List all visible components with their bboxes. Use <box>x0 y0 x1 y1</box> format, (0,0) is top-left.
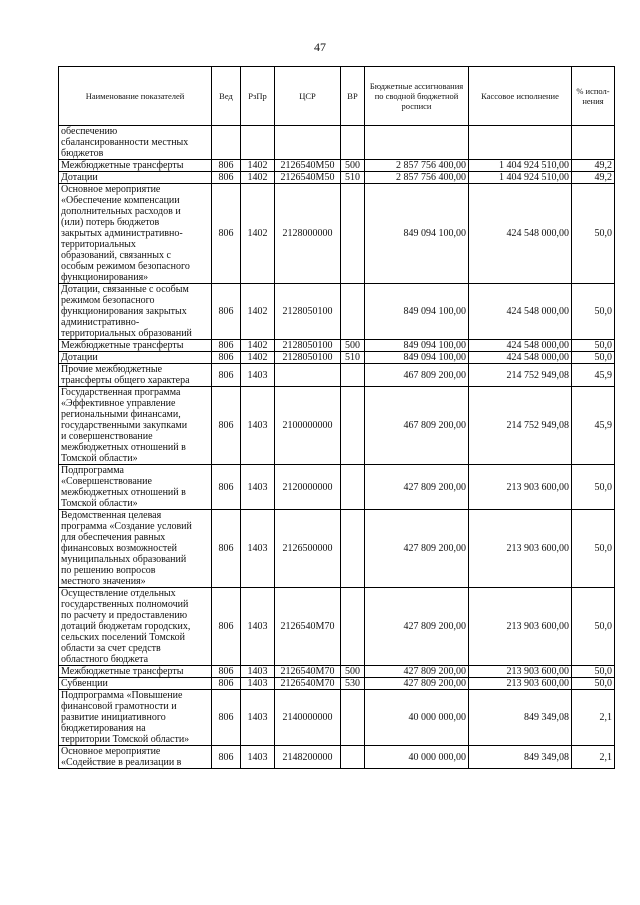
table-row <box>59 126 615 160</box>
cell-vr <box>341 184 365 284</box>
cell-vr <box>341 364 365 387</box>
cell-name: Основное мероприятие «Содействие в реализации в <box>59 746 212 769</box>
cell-name: Осуществление отдельных государственных полномочий по расчету и предоставлению дотаций бюджетам городских, сельских поселений Томской области за счет средств областного бюджета <box>59 588 212 666</box>
cell-name: Ведомственная целевая программа «Создание условий для обеспечения равных финансовых возможностей муниципальных образований по решению вопросов местного значения» <box>59 510 212 588</box>
cell-csr: 2128050100 <box>275 352 341 364</box>
cell-name: Прочие межбюджетные трансферты общего характера <box>59 364 212 387</box>
cell-plan: 849 094 100,00 <box>365 284 469 340</box>
cell-ved: 806 <box>212 666 241 678</box>
cell-fact: 424 548 000,00 <box>469 340 572 352</box>
cell-rzpr: 1402 <box>241 160 275 172</box>
cell-ved: 806 <box>212 364 241 387</box>
header-vr: ВР <box>341 67 365 126</box>
cell-fact: 214 752 949,08 <box>469 364 572 387</box>
cell-rzpr: 1403 <box>241 746 275 769</box>
cell-rzpr: 1403 <box>241 690 275 746</box>
header-plan: Бюджетные ассигнования по сводной бюджетной росписи <box>365 67 469 126</box>
table-row <box>59 465 615 510</box>
cell-plan: 2 857 756 400,00 <box>365 172 469 184</box>
cell-plan <box>365 126 469 160</box>
cell-pct: 45,9 <box>572 387 615 465</box>
cell-fact: 213 903 600,00 <box>469 465 572 510</box>
cell-vr <box>341 387 365 465</box>
cell-csr: 2126540M50 <box>275 172 341 184</box>
cell-vr: 510 <box>341 172 365 184</box>
cell-rzpr: 1403 <box>241 678 275 690</box>
cell-csr: 2126540M70 <box>275 678 341 690</box>
cell-plan: 427 809 200,00 <box>365 666 469 678</box>
cell-vr: 510 <box>341 352 365 364</box>
cell-rzpr: 1402 <box>241 184 275 284</box>
cell-plan: 849 094 100,00 <box>365 184 469 284</box>
cell-csr: 2128050100 <box>275 284 341 340</box>
header-row <box>59 67 615 126</box>
cell-ved: 806 <box>212 387 241 465</box>
cell-csr: 2126540M50 <box>275 160 341 172</box>
cell-plan: 2 857 756 400,00 <box>365 160 469 172</box>
cell-pct: 50,0 <box>572 678 615 690</box>
cell-name: Подпрограмма «Повышение финансовой грамотности и развитие инициативного бюджетирования на территории Томской области» <box>59 690 212 746</box>
cell-name: Дотации <box>59 352 212 364</box>
cell-csr: 2128050100 <box>275 340 341 352</box>
cell-pct: 50,0 <box>572 284 615 340</box>
header-rzpr: РзПр <box>241 67 275 126</box>
cell-ved: 806 <box>212 340 241 352</box>
cell-pct: 49,2 <box>572 160 615 172</box>
cell-csr <box>275 126 341 160</box>
cell-pct: 2,1 <box>572 746 615 769</box>
cell-rzpr: 1402 <box>241 340 275 352</box>
header-csr: ЦСР <box>275 67 341 126</box>
cell-fact: 849 349,08 <box>469 746 572 769</box>
cell-name: Основное мероприятие «Обеспечение компенсации дополнительных расходов и (или) потерь бюджетов закрытых административно- территориальных образований, связанных с особым режимом безопасного функционирования» <box>59 184 212 284</box>
cell-vr <box>341 746 365 769</box>
cell-pct <box>572 126 615 160</box>
cell-csr: 2126540M70 <box>275 666 341 678</box>
cell-ved: 806 <box>212 352 241 364</box>
cell-plan: 427 809 200,00 <box>365 678 469 690</box>
cell-rzpr: 1403 <box>241 465 275 510</box>
table-row <box>59 588 615 666</box>
cell-vr <box>341 126 365 160</box>
budget-execution-table <box>58 66 615 769</box>
cell-fact: 213 903 600,00 <box>469 510 572 588</box>
cell-csr: 2126540M70 <box>275 588 341 666</box>
cell-plan: 849 094 100,00 <box>365 340 469 352</box>
cell-fact: 1 404 924 510,00 <box>469 160 572 172</box>
cell-vr <box>341 588 365 666</box>
cell-vr <box>341 690 365 746</box>
cell-vr <box>341 510 365 588</box>
cell-ved: 806 <box>212 184 241 284</box>
cell-pct: 50,0 <box>572 352 615 364</box>
table-row <box>59 160 615 172</box>
table-row <box>59 666 615 678</box>
header-fact: Кассовое исполнение <box>469 67 572 126</box>
header-ved: Вед <box>212 67 241 126</box>
cell-fact: 214 752 949,08 <box>469 387 572 465</box>
cell-pct: 49,2 <box>572 172 615 184</box>
header-pct: % испол-нения <box>572 67 615 126</box>
cell-name: Дотации <box>59 172 212 184</box>
table-row <box>59 678 615 690</box>
cell-vr: 500 <box>341 666 365 678</box>
cell-fact: 213 903 600,00 <box>469 678 572 690</box>
cell-rzpr: 1402 <box>241 352 275 364</box>
cell-rzpr: 1403 <box>241 588 275 666</box>
cell-rzpr: 1403 <box>241 364 275 387</box>
cell-rzpr: 1403 <box>241 387 275 465</box>
cell-fact <box>469 126 572 160</box>
table-row <box>59 510 615 588</box>
cell-csr: 2100000000 <box>275 387 341 465</box>
cell-fact: 213 903 600,00 <box>469 666 572 678</box>
cell-pct: 45,9 <box>572 364 615 387</box>
table-row <box>59 387 615 465</box>
cell-plan: 427 809 200,00 <box>365 588 469 666</box>
cell-pct: 50,0 <box>572 465 615 510</box>
cell-plan: 427 809 200,00 <box>365 510 469 588</box>
cell-vr: 500 <box>341 160 365 172</box>
table-row <box>59 690 615 746</box>
cell-csr: 2120000000 <box>275 465 341 510</box>
table-row <box>59 364 615 387</box>
cell-ved: 806 <box>212 746 241 769</box>
cell-csr: 2148200000 <box>275 746 341 769</box>
cell-plan: 849 094 100,00 <box>365 352 469 364</box>
cell-vr: 500 <box>341 340 365 352</box>
cell-fact: 213 903 600,00 <box>469 588 572 666</box>
cell-csr: 2126500000 <box>275 510 341 588</box>
cell-csr: 2128000000 <box>275 184 341 284</box>
cell-name: Межбюджетные трансферты <box>59 160 212 172</box>
cell-rzpr: 1402 <box>241 172 275 184</box>
page-number: 47 <box>314 40 326 54</box>
table-row <box>59 172 615 184</box>
cell-fact: 424 548 000,00 <box>469 184 572 284</box>
cell-ved: 806 <box>212 690 241 746</box>
cell-ved: 806 <box>212 284 241 340</box>
cell-ved: 806 <box>212 172 241 184</box>
cell-fact: 849 349,08 <box>469 690 572 746</box>
cell-ved <box>212 126 241 160</box>
cell-ved: 806 <box>212 588 241 666</box>
cell-plan: 40 000 000,00 <box>365 746 469 769</box>
cell-ved: 806 <box>212 465 241 510</box>
table-row <box>59 746 615 769</box>
cell-name: Дотации, связанные с особым режимом безопасного функционирования закрытых административно- территориальных образований <box>59 284 212 340</box>
cell-ved: 806 <box>212 678 241 690</box>
cell-name: Подпрограмма «Совершенствование межбюджетных отношений в Томской области» <box>59 465 212 510</box>
cell-ved: 806 <box>212 160 241 172</box>
table-row <box>59 352 615 364</box>
cell-vr <box>341 284 365 340</box>
cell-csr <box>275 364 341 387</box>
cell-vr <box>341 465 365 510</box>
cell-name: Государственная программа «Эффективное управление региональными финансами, государственными закупками и совершенствование межбюджетных отношений в Томской области» <box>59 387 212 465</box>
header-name: Наименование показателей <box>59 67 212 126</box>
cell-pct: 2,1 <box>572 690 615 746</box>
table-row <box>59 184 615 284</box>
cell-name: Субвенции <box>59 678 212 690</box>
cell-pct: 50,0 <box>572 666 615 678</box>
cell-plan: 467 809 200,00 <box>365 364 469 387</box>
cell-ved: 806 <box>212 510 241 588</box>
table-row <box>59 340 615 352</box>
cell-pct: 50,0 <box>572 510 615 588</box>
table-row <box>59 284 615 340</box>
cell-plan: 467 809 200,00 <box>365 387 469 465</box>
cell-pct: 50,0 <box>572 588 615 666</box>
cell-plan: 427 809 200,00 <box>365 465 469 510</box>
cell-name: обеспечению сбалансированности местных бюджетов <box>59 126 212 160</box>
cell-rzpr: 1403 <box>241 510 275 588</box>
cell-rzpr: 1403 <box>241 666 275 678</box>
cell-name: Межбюджетные трансферты <box>59 666 212 678</box>
cell-fact: 424 548 000,00 <box>469 284 572 340</box>
cell-vr: 530 <box>341 678 365 690</box>
cell-plan: 40 000 000,00 <box>365 690 469 746</box>
cell-fact: 424 548 000,00 <box>469 352 572 364</box>
cell-csr: 2140000000 <box>275 690 341 746</box>
cell-fact: 1 404 924 510,00 <box>469 172 572 184</box>
cell-rzpr: 1402 <box>241 284 275 340</box>
cell-rzpr <box>241 126 275 160</box>
cell-pct: 50,0 <box>572 340 615 352</box>
cell-pct: 50,0 <box>572 184 615 284</box>
cell-name: Межбюджетные трансферты <box>59 340 212 352</box>
